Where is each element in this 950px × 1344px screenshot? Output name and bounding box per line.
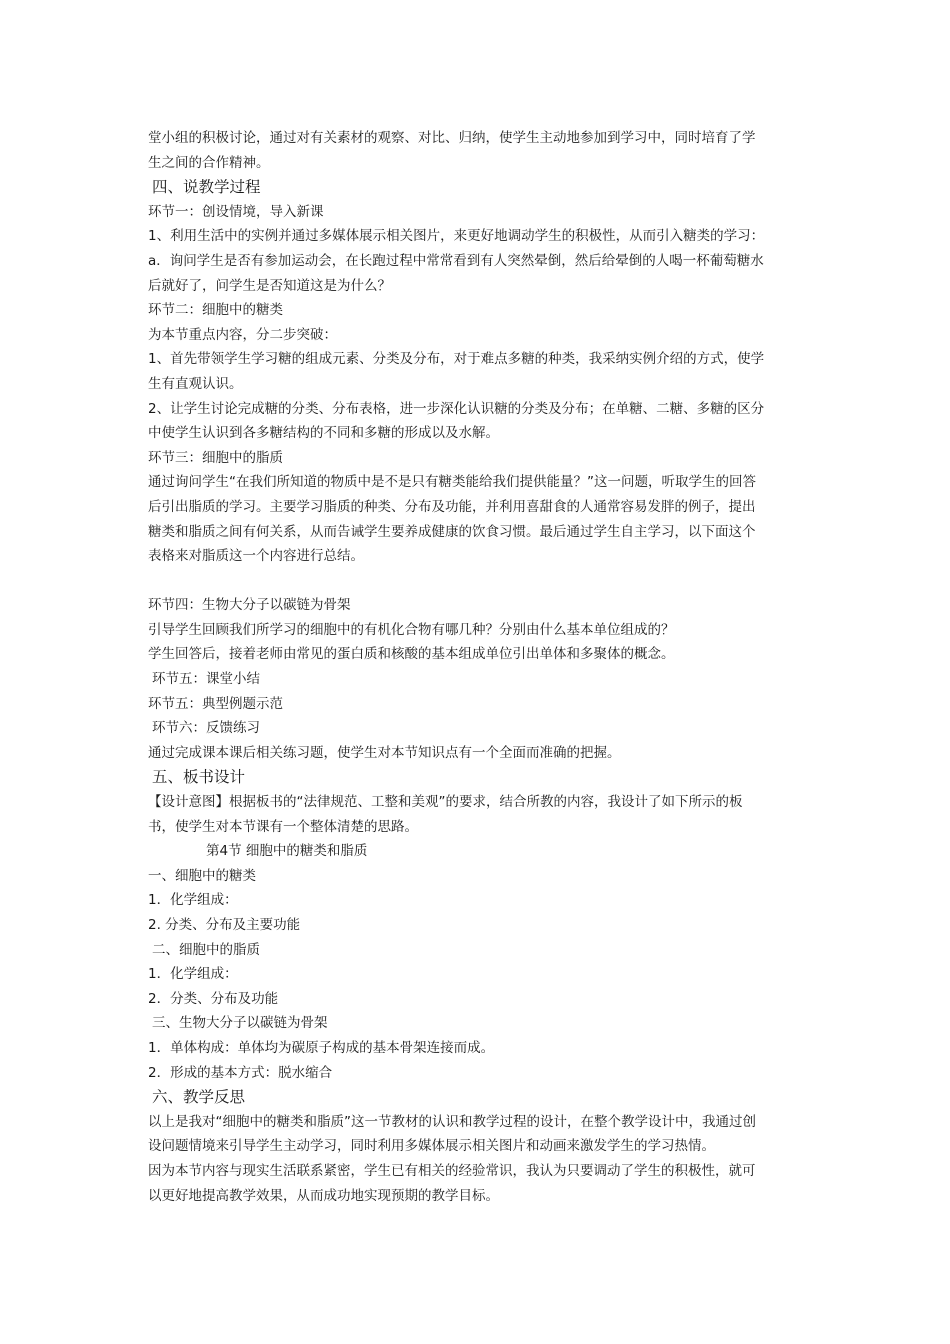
paragraph-line: 后引出脂质的学习。主要学习脂质的种类、分布及功能，并利用喜甜食的人通常容易发胖的例子，提出 [148, 498, 756, 515]
paragraph-line: 1、首先带领学生学习糖的组成元素、分类及分布，对于难点多糖的种类，我采纳实例介绍的方式，使学 [148, 351, 765, 368]
step-heading-5b: 环节五：典型例题示范 [148, 695, 283, 712]
paragraph-line: 因为本节内容与现实生活联系紧密，学生已有相关的经验常识，我认为只要调动了学生的积极性，就可 [148, 1162, 756, 1179]
board-item: 2．分类、分布及功能 [148, 990, 279, 1007]
paragraph-line: 后就好了，问学生是否知道这是为什么？ [148, 277, 391, 294]
paragraph-line: 中使学生认识到各多糖结构的不同和多糖的形成以及水解。 [148, 425, 499, 442]
section-heading-board-design: 五、板书设计 [152, 768, 246, 787]
step-heading-3: 环节三：细胞中的脂质 [148, 449, 283, 466]
step-heading-4: 环节四：生物大分子以碳链为骨架 [148, 597, 351, 614]
document-body [148, 126, 813, 1208]
step-heading-2: 环节二：细胞中的糖类 [148, 302, 283, 319]
paragraph-line: 为本节重点内容，分二步突破： [148, 326, 337, 343]
paragraph-line: 通过完成课本课后相关练习题，使学生对本节知识点有一个全面而准确的把握。 [148, 744, 621, 761]
blank-line [148, 569, 813, 594]
paragraph-line: 通过询问学生“在我们所知道的物质中是不是只有糖类能给我们提供能量？”这一问题，听取学生的回答 [148, 474, 756, 491]
paragraph-line: a．询问学生是否有参加运动会，在长跑过程中常常看到有人突然晕倒，然后给晕倒的人喝一杯葡萄糖水 [148, 252, 764, 269]
paragraph-line: 【设计意图】根据板书的“法律规范、工整和美观”的要求，结合所教的内容，我设计了如下所示的板 [148, 794, 743, 811]
board-item: 一、细胞中的糖类 [148, 867, 256, 884]
step-heading-1: 环节一：创设情境，导入新课 [148, 203, 324, 220]
paragraph-line: 书，使学生对本节课有一个整体清楚的思路。 [148, 818, 418, 835]
step-heading-6: 环节六：反馈练习 [152, 720, 260, 737]
paragraph-line: 学生回答后，接着老师由常见的蛋白质和核酸的基本组成单位引出单体和多聚体的概念。 [148, 646, 675, 663]
section-heading-teaching-process: 四、说教学过程 [152, 178, 261, 197]
paragraph-line: 1、利用生活中的实例并通过多媒体展示相关图片，来更好地调动学生的积极性，从而引入糖类的学习： [148, 228, 765, 245]
paragraph-line: 2、让学生讨论完成糖的分类、分布表格，进一步深化认识糖的分类及分布；在单糖、二糖、多糖的区分 [148, 400, 765, 417]
paragraph-line: 以更好地提高教学效果，从而成功地实现预期的教学目标。 [148, 1187, 499, 1204]
board-item: 1．单体构成：单体均为碳原子构成的基本骨架连接而成。 [148, 1039, 495, 1056]
paragraph-line: 设问题情境来引导学生主动学习，同时利用多媒体展示相关图片和动画来激发学生的学习热情。 [148, 1138, 715, 1155]
paragraph-line: 糖类和脂质之间有何关系，从而告诫学生要养成健康的饮食习惯。最后通过学生自主学习，以下面这个 [148, 523, 756, 540]
paragraph-line: 生有直观认识。 [148, 375, 243, 392]
paragraph-line: 以上是我对“细胞中的糖类和脂质”这一节教材的认识和教学过程的设计，在整个教学设计中，我通过创 [148, 1113, 756, 1130]
board-item: 二、细胞中的脂质 [152, 941, 260, 958]
board-item: 2. 分类、分布及主要功能 [148, 917, 301, 933]
board-item: 1．化学组成： [148, 966, 238, 983]
board-item: 三、生物大分子以碳链为骨架 [152, 1015, 328, 1032]
step-heading-5: 环节五：课堂小结 [152, 671, 260, 688]
paragraph-line: 表格来对脂质这一个内容进行总结。 [148, 548, 364, 565]
section-heading-reflection: 六、教学反思 [152, 1088, 246, 1107]
board-item: 1．化学组成： [148, 892, 238, 909]
paragraph-line: 引导学生回顾我们所学习的细胞中的有机化合物有哪几种？分别由什么基本单位组成的？ [148, 621, 675, 638]
paragraph-line: 生之间的合作精神。 [148, 154, 270, 171]
board-item: 2．形成的基本方式：脱水缩合 [148, 1064, 333, 1081]
board-title: 第4节 细胞中的糖类和脂质 [206, 843, 368, 860]
paragraph-line: 堂小组的积极讨论，通过对有关素材的观察、对比、归纳，使学生主动地参加到学习中，同时培育了学 [148, 130, 756, 146]
